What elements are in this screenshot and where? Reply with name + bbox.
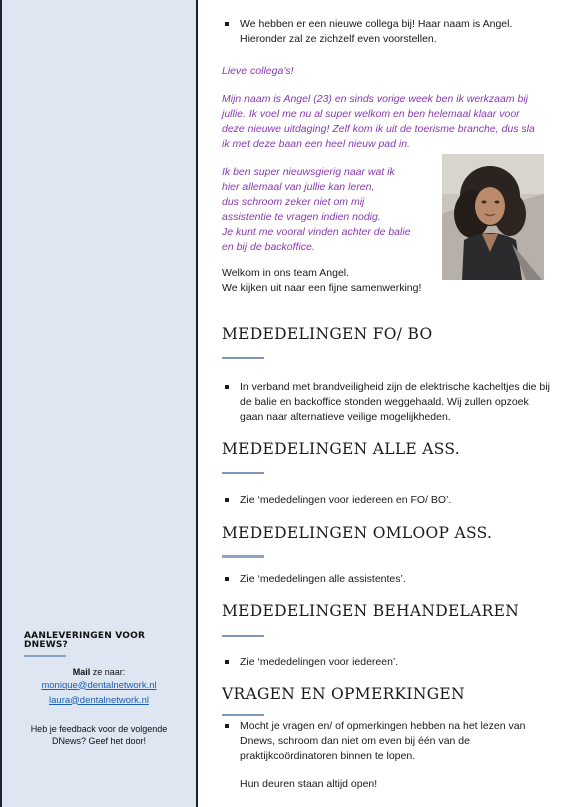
- intro-p2-line: dus schroom zeker niet om mij: [222, 196, 365, 208]
- heading-alle-ass: MEDEDELINGEN ALLE ASS.: [222, 440, 460, 458]
- sidebar-edge: [0, 0, 2, 807]
- feedback-note: Heb je feedback voor de volgende DNews? Geef het door!: [30, 723, 168, 746]
- heading-fo-bo: MEDEDELINGEN FO/ BO: [222, 325, 433, 343]
- portrait-image: [442, 154, 544, 280]
- heading-rule: [222, 555, 264, 558]
- heading-rule: [222, 357, 264, 359]
- mail-suffix: ze naar:: [90, 666, 126, 677]
- heading-vragen: VRAGEN EN OPMERKINGEN: [222, 685, 465, 703]
- behandelaren-bullet: Zie ‘mededelingen voor iedereen’.: [222, 655, 550, 670]
- intro-paragraph-1: Mijn naam is Angel (23) en sinds vorige week ben ik werkzaam bij jullie. Ik voel me nu al super welkom en ben helemaal klaar voor deze nieuwe uitdaging! Zelf kom ik uit de toerisme branche, dus sla ik met deze baan een heel nieuw pad in.: [222, 93, 535, 150]
- vragen-bullet: Mocht je vragen en/ of opmerkingen hebben na het lezen van Dnews, schroom dan niet om even bij één van de praktijkcoördinatoren binnen te lopen.: [222, 719, 540, 764]
- heading-rule: [222, 714, 264, 716]
- angel-photo: [442, 154, 544, 280]
- fo-bo-bullet: In verband met brandveiligheid zijn de elektrische kacheltjes die bij de balie en backoffice stonden weggehaald. Wij zullen opzoek gaan naar alternatieve veilige mogelijkheden.: [222, 380, 550, 425]
- column-divider: [196, 0, 198, 807]
- mail-label: Mail: [72, 666, 91, 677]
- heading-behandelaren: MEDEDELINGEN BEHANDELAREN: [222, 602, 520, 620]
- email-link-monique[interactable]: monique@dentalnetwork.nl: [41, 679, 157, 691]
- submissions-box: [24, 632, 174, 747]
- welcome-line: Welkom in ons team Angel.: [222, 267, 350, 279]
- intro-p2-line: en bij de backoffice.: [222, 241, 315, 253]
- intro-p2-line: Je kunt me vooral vinden achter de balie: [222, 226, 411, 238]
- email-link-laura[interactable]: laura@dentalnetwork.nl: [49, 694, 149, 706]
- heading-omloop-ass: MEDEDELINGEN OMLOOP ASS.: [222, 524, 493, 542]
- sidebar: [0, 0, 196, 807]
- intro-p2-line: Ik ben super nieuwsgierig naar wat ik: [222, 166, 395, 178]
- omloop-ass-bullet: Zie ‘mededelingen alle assistentes’.: [222, 572, 550, 587]
- intro-p2-line: hier allemaal van jullie kan leren,: [222, 181, 375, 193]
- intro-paragraph-2: [222, 165, 432, 255]
- heading-rule: [222, 635, 264, 637]
- alle-ass-bullet: Zie ‘mededelingen voor iedereen en FO/ BO’.: [222, 493, 550, 508]
- greeting: Lieve collega’s!: [222, 65, 294, 77]
- intro-p2-line: assistentie te vragen indien nodig.: [222, 211, 381, 223]
- submissions-rule: [24, 655, 66, 657]
- doors-open-note: Hun deuren staan altijd open!: [240, 778, 378, 790]
- intro-bullet: We hebben er een nieuwe collega bij! Haar naam is Angel. Hieronder zal ze zichzelf even voorstellen.: [222, 17, 550, 47]
- heading-rule: [222, 472, 264, 474]
- mail-instruction: [24, 666, 174, 678]
- submissions-title: AANLEVERINGEN VOOR DNEWS?: [24, 631, 146, 650]
- welcome-line: We kijken uit naar een fijne samenwerking!: [222, 282, 422, 294]
